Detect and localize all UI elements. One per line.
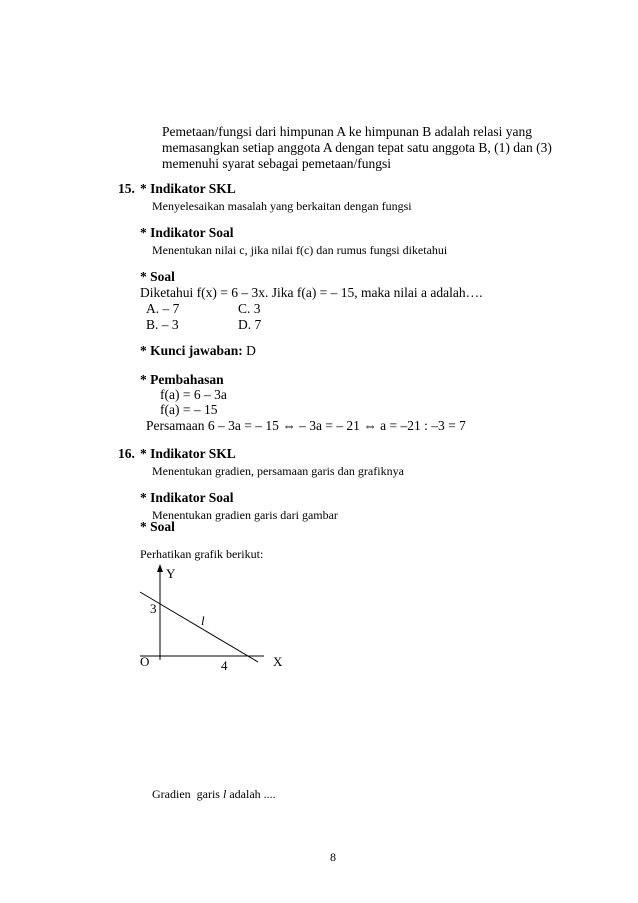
x-intercept-label: 4 [221, 658, 228, 673]
intro-line-3: memenuhi syarat sebagai pemetaan/fungsi [162, 156, 392, 171]
q16-question-pre: Gradien garis [152, 787, 223, 801]
line-graph [130, 562, 310, 682]
q15-kunci-value: D [246, 343, 256, 358]
q15-kunci-jawaban [140, 343, 256, 359]
q16-soal-heading: * Soal [140, 519, 175, 534]
q16-indikator-soal-text: Menentukan gradien garis dari gambar [152, 508, 338, 522]
q16-question [152, 786, 276, 802]
q15-step-1: f(a) = 6 – 3a [160, 387, 227, 402]
question-15-number: 15. [118, 181, 135, 196]
y-intercept-label: 3 [150, 601, 157, 616]
q15-option-c: C. 3 [238, 301, 261, 316]
q16-skl-heading: * Indikator SKL [140, 446, 236, 461]
q16-indikator-soal-heading: * Indikator Soal [140, 490, 234, 505]
intro-line-1: Pemetaan/fungsi dari himpunan A ke himpunan B adalah relasi yang [162, 124, 533, 139]
q16-prompt: Perhatikan grafik berikut: [140, 547, 264, 561]
line-label: l [201, 613, 205, 628]
y-axis-label: Y [166, 566, 176, 581]
q15-step-2: f(a) = – 15 [160, 402, 218, 417]
q16-question-post: adalah .... [226, 787, 276, 801]
q15-option-a: A. – 7 [146, 301, 180, 316]
q15-skl-text: Menyelesaikan masalah yang berkaitan dengan fungsi [152, 199, 412, 213]
q15-skl-heading: * Indikator SKL [140, 181, 236, 196]
q15-pembahasan-heading: * Pembahasan [140, 372, 224, 387]
x-axis-label: X [273, 654, 283, 669]
question-16-number: 16. [118, 446, 135, 461]
q16-question-var: l [222, 787, 227, 801]
line-l [140, 592, 258, 662]
q15-indikator-soal-text: Menentukan nilai c, jika nilai f(c) dan rumus fungsi diketahui [152, 243, 448, 257]
q15-question: Diketahui f(x) = 6 – 3x. Jika f(a) = – 15, maka nilai a adalah…. [140, 285, 483, 300]
q15-option-b: B. – 3 [146, 317, 179, 332]
intro-line-2: memasangkan setiap anggota A dengan tepat satu anggota B, (1) dan (3) [162, 140, 552, 155]
q15-soal-heading: * Soal [140, 269, 175, 284]
origin-label: O [140, 654, 150, 669]
q15-step-3: Persamaan 6 – 3a = – 15 ⇔ – 3a = – 21 ⇔ a = –21 : –3 = 7 [146, 418, 466, 433]
q16-skl-text: Menentukan gradien, persamaan garis dan grafiknya [152, 464, 404, 478]
q15-indikator-soal-heading: * Indikator Soal [140, 225, 234, 240]
page-number: 8 [330, 850, 336, 864]
q15-kunci-label: * Kunci jawaban: [140, 343, 243, 358]
y-axis-arrow-icon [157, 564, 163, 572]
q15-option-d: D. 7 [238, 317, 262, 332]
